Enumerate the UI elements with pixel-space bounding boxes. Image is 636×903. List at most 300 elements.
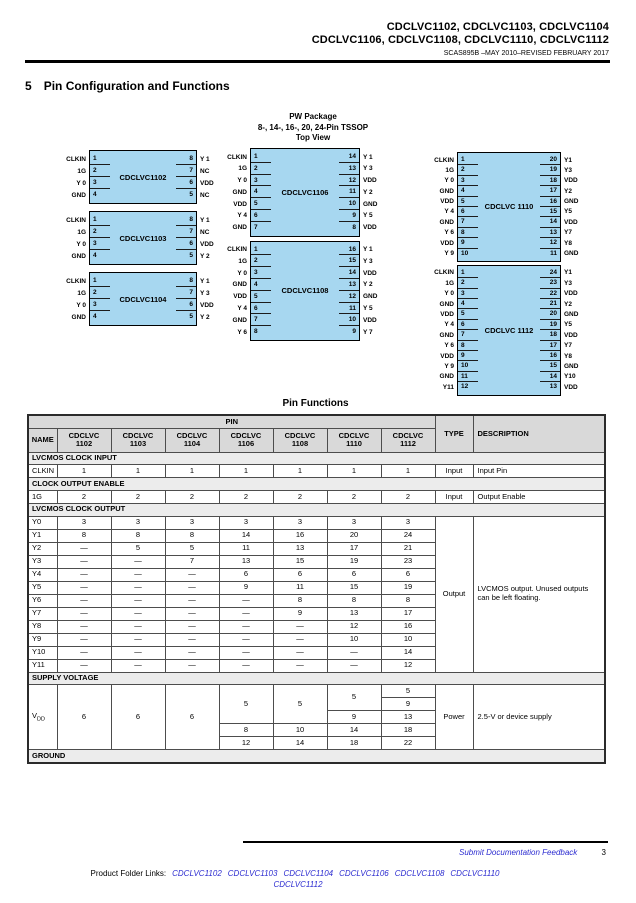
pin-name: CLKIN [28, 465, 57, 478]
pin-label: Y 1 [200, 216, 210, 224]
pin-cell: — [219, 594, 273, 607]
pin-cell: — [57, 646, 111, 659]
pin-name: Y5 [28, 581, 57, 594]
pin-label: Y 4 [444, 208, 454, 216]
pin-label: GND [232, 281, 247, 289]
header-device-1104: CDCLVC 1104 [165, 428, 219, 452]
pin-label: GND [71, 191, 86, 199]
pin-number: 2 [90, 226, 110, 238]
pin-number: 7 [458, 217, 478, 227]
pin-label: Y 7 [363, 328, 373, 336]
pin-label: Y 0 [76, 240, 86, 248]
description-cell: 2.5-V or device supply [473, 685, 605, 750]
pin-label: CLKIN [434, 269, 454, 277]
header-device-1102: CDCLVC 1102 [57, 428, 111, 452]
header-device-1108: CDCLVC 1108 [273, 428, 327, 452]
pin-number: 12 [339, 291, 359, 303]
pin-label: Y7 [564, 229, 572, 237]
pin-number: 12 [339, 175, 359, 187]
pin-label: GND [439, 187, 454, 195]
pin-cell: 12 [219, 737, 273, 750]
page-number: 3 [601, 848, 606, 857]
pin-number: 4 [93, 191, 97, 198]
pin-cell: — [165, 607, 219, 620]
pin-cell: 8 [381, 594, 435, 607]
pin-cell: 16 [273, 529, 327, 542]
pin-cell: 17 [327, 542, 381, 555]
product-link-cdclvc1108[interactable]: CDCLVC1108 [394, 869, 445, 878]
pin-number: 9 [352, 328, 356, 336]
product-link-cdclvc1112[interactable]: CDCLVC1112 [273, 880, 323, 889]
header-pin: PIN [28, 415, 435, 428]
pin-cell: 2 [327, 490, 381, 503]
pin-number: 6 [251, 210, 271, 222]
table-row [28, 516, 605, 529]
pin-cell: 13 [273, 542, 327, 555]
pin-label: Y 1 [363, 153, 373, 161]
pin-numbers-left [251, 151, 271, 234]
pin-cell: — [111, 568, 165, 581]
pin-cell: — [165, 594, 219, 607]
pin-label: Y5 [564, 208, 572, 216]
pin-name: $V_{DD}$ [28, 685, 57, 750]
pin-numbers-left [458, 155, 478, 259]
product-link-cdclvc1104[interactable]: CDCLVC1104 [283, 869, 334, 878]
pin-label: VDD [564, 290, 578, 298]
pin-name: Y7 [28, 607, 57, 620]
pin-cell: 1 [327, 465, 381, 478]
pin-number: 1 [458, 268, 478, 278]
doc-title-line1: CDCLVC1102, CDCLVC1103, CDCLVC1104 [386, 21, 609, 33]
pin-number: 1 [251, 244, 271, 256]
chip-name: CDCLVC 1110 [484, 202, 534, 212]
header-name: NAME [28, 428, 57, 452]
section-row-supply-voltage: SUPPLY VOLTAGE [28, 672, 605, 685]
pin-number: 14 [339, 267, 359, 279]
pin-cell: 3 [327, 516, 381, 529]
pin-cell: — [57, 594, 111, 607]
table-row [28, 465, 605, 478]
pin-label: GND [439, 300, 454, 308]
pin-number: 7 [176, 165, 196, 177]
pin-number: 4 [93, 313, 97, 320]
pin-number: 16 [540, 351, 560, 361]
submit-documentation-feedback-link[interactable]: Submit Documentation Feedback [459, 848, 578, 857]
pin-number: 8 [176, 214, 196, 226]
doc-number-line: SCAS895B –MAY 2010–REVISED FEBRUARY 2017 [443, 50, 609, 57]
pin-functions-table-body [28, 415, 605, 763]
package-view: Top View [295, 133, 331, 142]
pin-label: Y 4 [237, 212, 247, 220]
pin-number: 2 [458, 278, 478, 288]
pin-functions-table [27, 414, 606, 764]
pin-cell: 1 [381, 465, 435, 478]
pin-name: Y9 [28, 633, 57, 646]
product-link-cdclvc1110[interactable]: CDCLVC1110 [450, 869, 500, 878]
pin-label: 1G [77, 289, 86, 297]
pin-cell: 15 [327, 581, 381, 594]
pin-number: 1 [90, 275, 110, 287]
pin-label: Y 4 [237, 305, 247, 313]
pin-cell: — [111, 659, 165, 672]
pin-number: 6 [251, 303, 271, 315]
pin-cell: 10 [273, 724, 327, 737]
pin-number: 21 [540, 299, 560, 309]
pin-label: VDD [564, 218, 578, 226]
pin-cell: 5 [273, 685, 327, 724]
pin-number: 5 [458, 197, 478, 207]
pin-number: 5 [189, 191, 193, 198]
pin-cell: — [165, 659, 219, 672]
pin-cell: 10 [327, 633, 381, 646]
table-title: Pin Functions [282, 398, 349, 409]
pin-label: Y 5 [363, 305, 373, 313]
pin-number: 8 [458, 228, 478, 238]
header-device-1103: CDCLVC 1103 [111, 428, 165, 452]
pin-cell: 6 [273, 568, 327, 581]
pin-cell: 6 [57, 685, 111, 750]
pin-number: 10 [461, 249, 469, 257]
product-link-cdclvc1103[interactable]: CDCLVC1103 [227, 869, 278, 878]
diagram-column-2 [206, 148, 402, 341]
pin-label: VDD [564, 177, 578, 185]
pin-cell: 5 [219, 685, 273, 724]
pin-numbers-right [176, 153, 196, 201]
pin-label: Y 6 [444, 229, 454, 237]
type-cell: Output [435, 516, 473, 672]
pin-label: VDD [200, 240, 214, 248]
pin-number: 11 [339, 303, 359, 315]
pin-number: 16 [540, 197, 560, 207]
pin-label: GND [232, 316, 247, 324]
pin-label: GND [71, 252, 86, 260]
pin-labels-left [206, 241, 250, 341]
pin-label: Y 0 [444, 290, 454, 298]
chip-name: CDCLVC1106 [281, 187, 329, 197]
section-row-lvcmos-clock-output: LVCMOS CLOCK OUTPUT [28, 503, 605, 516]
pin-label: Y 6 [444, 342, 454, 350]
section-row-lvcmos-clock-input: LVCMOS CLOCK INPUT [28, 452, 605, 465]
pin-number: 12 [540, 238, 560, 248]
product-folder-links [30, 868, 560, 890]
pin-label: GND [439, 218, 454, 226]
pin-cell: 5 [165, 542, 219, 555]
pin-cell: 5 [381, 685, 435, 698]
product-links-list [166, 869, 499, 889]
pin-cell: 15 [273, 555, 327, 568]
pin-label: Y8 [564, 239, 572, 247]
pin-cell: — [57, 620, 111, 633]
pin-number: 17 [540, 341, 560, 351]
pin-number: 6 [458, 320, 478, 330]
pin-number: 4 [458, 186, 478, 196]
chip-body [457, 265, 561, 396]
pin-label: Y7 [564, 342, 572, 350]
pin-label: VDD [440, 198, 454, 206]
pin-label: GND [564, 250, 579, 258]
pin-cell: 2 [273, 490, 327, 503]
pin-name: Y11 [28, 659, 57, 672]
pin-cell: — [219, 646, 273, 659]
header-device-1106: CDCLVC 1106 [219, 428, 273, 452]
pin-numbers-left [90, 153, 110, 201]
pin-cell: 1 [165, 465, 219, 478]
pin-name: Y8 [28, 620, 57, 633]
header-type: TYPE [435, 415, 473, 452]
pin-cell: 23 [381, 555, 435, 568]
pin-name: Y2 [28, 542, 57, 555]
package-block [0, 112, 626, 144]
pin-label: NC [200, 228, 210, 236]
pin-cell: 6 [111, 685, 165, 750]
pin-number: 4 [93, 252, 97, 259]
pin-name: 1G [28, 490, 57, 503]
pin-cell: — [111, 607, 165, 620]
pin-name: Y4 [28, 568, 57, 581]
pin-cell: 12 [381, 659, 435, 672]
chip-name: CDCLVC 1112 [484, 325, 534, 335]
pin-labels-left [45, 211, 89, 265]
pin-label: GND [564, 310, 579, 318]
pin-number: 6 [176, 299, 196, 311]
pin-name: Y10 [28, 646, 57, 659]
footer-feedback-line [25, 848, 606, 857]
pin-label: Y3 [564, 279, 572, 287]
package-name: PW Package [289, 112, 337, 121]
table-row [28, 490, 605, 503]
type-cell: Input [435, 490, 473, 503]
pin-number: 18 [540, 330, 560, 340]
pin-labels-right [561, 152, 603, 262]
pin-number: 8 [176, 153, 196, 165]
chip-cdclvc1110 [413, 152, 603, 262]
pin-label: CLKIN [66, 277, 86, 285]
chip-name: CDCLVC1103 [119, 233, 167, 243]
pin-label: VDD [233, 293, 247, 301]
pin-label: VDD [564, 331, 578, 339]
pin-number: 14 [540, 217, 560, 227]
pin-cell: — [219, 607, 273, 620]
section-heading [25, 79, 230, 93]
pin-number: 8 [458, 341, 478, 351]
pin-number: 6 [176, 177, 196, 189]
pin-number: 1 [251, 151, 271, 163]
pin-number: 19 [540, 320, 560, 330]
pin-cell: 3 [219, 516, 273, 529]
pin-cell: 1 [273, 465, 327, 478]
pin-cell: 22 [381, 737, 435, 750]
pin-numbers-right [176, 275, 196, 323]
pin-label: CLKIN [227, 246, 247, 254]
pin-cell: 11 [219, 542, 273, 555]
pin-numbers-right [540, 268, 560, 393]
pin-numbers-left [458, 268, 478, 393]
pin-label: GND [363, 200, 378, 208]
chip-body [89, 150, 197, 204]
pin-cell: — [219, 620, 273, 633]
pin-cell: — [111, 633, 165, 646]
pin-label: CLKIN [66, 155, 86, 163]
pin-number: 1 [90, 214, 110, 226]
pin-label: CLKIN [434, 156, 454, 164]
header-device-1110: CDCLVC 1110 [327, 428, 381, 452]
pin-labels-right [360, 241, 402, 341]
pin-number: 20 [540, 309, 560, 319]
pin-cell: — [165, 646, 219, 659]
pin-number: 20 [540, 155, 560, 165]
pin-cell: 3 [273, 516, 327, 529]
pin-cell: 8 [165, 529, 219, 542]
pin-number: 13 [339, 163, 359, 175]
pin-number: 3 [90, 299, 110, 311]
product-link-cdclvc1106[interactable]: CDCLVC1106 [339, 869, 389, 878]
pin-number: 10 [339, 198, 359, 210]
pin-number: 13 [339, 279, 359, 291]
pin-label: VDD [363, 269, 377, 277]
pin-label: VDD [363, 177, 377, 185]
pin-label: Y 1 [200, 277, 210, 285]
pin-label: VDD [440, 239, 454, 247]
pin-diagrams [0, 146, 636, 398]
pin-label: GND [232, 224, 247, 232]
pin-name: Y6 [28, 594, 57, 607]
section-number: 5 [25, 79, 32, 93]
package-pins: 8-, 14-, 16-, 20, 24-Pin TSSOP [257, 122, 369, 132]
pin-number: 3 [458, 289, 478, 299]
pin-cell: — [165, 633, 219, 646]
pin-number: 11 [458, 372, 478, 382]
chip-body [457, 152, 561, 262]
pin-number: 6 [458, 207, 478, 217]
pin-label: 1G [77, 167, 86, 175]
pin-label: CLKIN [66, 216, 86, 224]
pin-cell: 13 [219, 555, 273, 568]
pin-cell: 3 [57, 516, 111, 529]
pin-cell: 8 [219, 724, 273, 737]
pin-number: 9 [458, 238, 478, 248]
pin-number: 8 [352, 223, 356, 231]
pin-label: Y 6 [237, 328, 247, 336]
pin-number: 10 [458, 361, 478, 371]
pin-number: 15 [540, 361, 560, 371]
pin-labels-left [45, 272, 89, 326]
page-header [25, 21, 609, 57]
pin-cell: 2 [165, 490, 219, 503]
pin-label: NC [200, 191, 210, 199]
pin-cell: 13 [327, 607, 381, 620]
product-links-label: Product Folder Links: [90, 869, 167, 878]
pin-numbers-right [339, 151, 359, 234]
section-row-ground: GROUND [28, 750, 605, 763]
chip-body [250, 241, 360, 341]
pin-cell: 9 [273, 607, 327, 620]
pin-labels-left [206, 148, 250, 237]
pin-number: 1 [458, 155, 478, 165]
pin-number: 8 [176, 275, 196, 287]
pin-label: Y10 [564, 373, 576, 381]
pin-cell: 6 [219, 568, 273, 581]
pin-label: VDD [440, 352, 454, 360]
pin-cell: 21 [381, 542, 435, 555]
pin-cell: 18 [327, 737, 381, 750]
pin-label: GND [232, 188, 247, 196]
pin-numbers-left [90, 214, 110, 262]
chip-name: CDCLVC1102 [119, 172, 167, 182]
pin-cell: — [57, 581, 111, 594]
pin-cell: 3 [111, 516, 165, 529]
pin-number: 22 [540, 289, 560, 299]
pin-cell: 1 [219, 465, 273, 478]
pin-number: 13 [540, 228, 560, 238]
pin-number: 13 [549, 383, 557, 391]
pin-cell: — [273, 659, 327, 672]
pin-label: VDD [363, 224, 377, 232]
doc-title-line2: CDCLVC1106, CDCLVC1108, CDCLVC1110, CDCLVC1112 [311, 34, 609, 46]
pin-label: Y1 [564, 269, 572, 277]
pin-cell: — [219, 659, 273, 672]
pin-cell: 9 [381, 698, 435, 711]
pin-number: 5 [189, 313, 193, 320]
pin-label: Y5 [564, 321, 572, 329]
chip-body [89, 272, 197, 326]
pin-numbers-right [540, 155, 560, 259]
chip-body [89, 211, 197, 265]
pin-numbers-right [176, 214, 196, 262]
pin-number: 17 [540, 186, 560, 196]
pin-number: 5 [458, 309, 478, 319]
pin-label: Y2 [564, 300, 572, 308]
pin-number: 14 [339, 151, 359, 163]
footer-rule [243, 841, 608, 843]
pin-cell: — [165, 620, 219, 633]
chip-cdclvc1108 [206, 241, 402, 341]
pin-number: 11 [550, 249, 557, 257]
pin-label: GND [71, 313, 86, 321]
pin-cell: 19 [381, 581, 435, 594]
pin-cell: 2 [111, 490, 165, 503]
pin-label: Y 0 [237, 177, 247, 185]
pin-cell: — [327, 659, 381, 672]
pin-number: 6 [176, 238, 196, 250]
pin-cell: — [273, 633, 327, 646]
pin-number: 4 [251, 279, 271, 291]
pin-label: GND [363, 293, 378, 301]
pin-cell: — [219, 633, 273, 646]
table-row [28, 685, 605, 698]
pin-label: 1G [77, 228, 86, 236]
pin-number: 19 [540, 165, 560, 175]
pin-cell: 19 [327, 555, 381, 568]
description-cell: Output Enable [473, 490, 605, 503]
chip-cdclvc1106 [206, 148, 402, 237]
product-link-cdclvc1102[interactable]: CDCLVC1102 [172, 869, 222, 878]
pin-cell: 5 [327, 685, 381, 711]
pin-cell: 1 [57, 465, 111, 478]
pin-label: VDD [564, 383, 578, 391]
pin-cell: 2 [57, 490, 111, 503]
pin-number: 3 [458, 176, 478, 186]
pin-number: 23 [540, 278, 560, 288]
pin-cell: 13 [381, 711, 435, 724]
pin-cell: 7 [165, 555, 219, 568]
pin-label: Y 4 [444, 321, 454, 329]
pin-name: Y1 [28, 529, 57, 542]
pin-cell: 14 [273, 737, 327, 750]
pin-labels-right [360, 148, 402, 237]
pin-label: Y 3 [363, 257, 373, 265]
pin-cell: 24 [381, 529, 435, 542]
pin-number: 5 [251, 291, 271, 303]
